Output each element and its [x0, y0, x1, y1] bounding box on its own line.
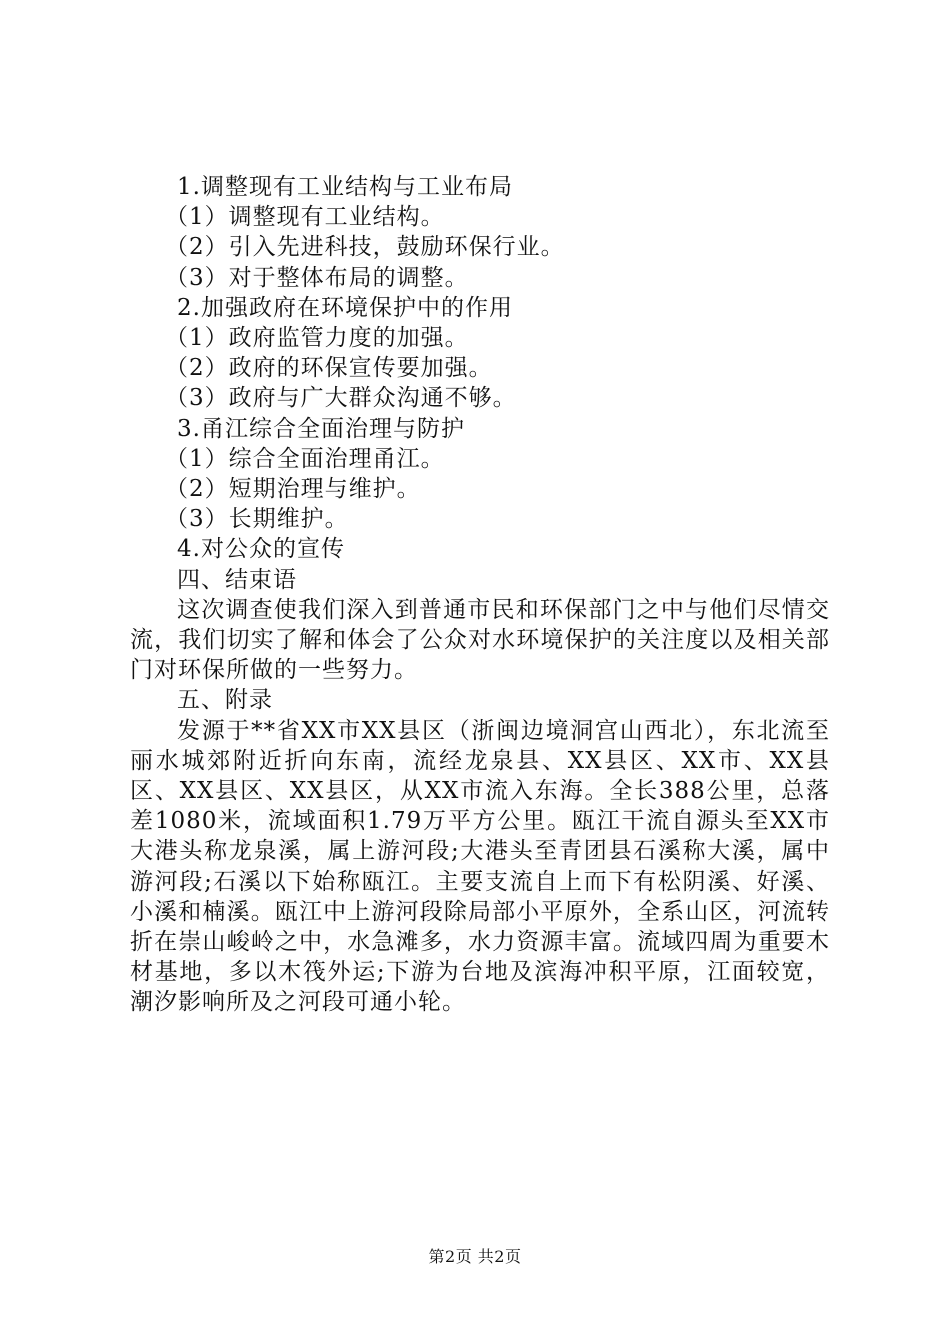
item-3-3: （3）长期维护。 [165, 506, 349, 533]
conclusion-paragraph: 这次调查使我们深入到普通市民和环保部门之中与他们尽情交流，我们切实了解和体会了公众对水环境保护的关注度以及相关部门对环保所做的一些努力。 [130, 596, 830, 684]
item-1-3: （3）对于整体布局的调整。 [165, 264, 469, 291]
appendix-heading: 五、附录 [177, 687, 273, 714]
heading-2: 2.加强政府在环境保护中的作用 [177, 294, 513, 321]
heading-1: 1.调整现有工业结构与工业布局 [177, 174, 513, 200]
appendix-paragraph: 发源于**省XX市XX县区（浙闽边境洞宫山西北），东北流至丽水城郊附近折向东南，流经龙泉县、XX县区、XX市、XX县区、XX县区、XX县区，从XX市流入东海。全长388公里，总落差1080米，流域面积1.79万平方公里。瓯江干流自源头至XX市大港头称龙泉溪，属上游河段;大港头至青团县石溪称大溪，属中游河段;石溪以下始称瓯江。主要支流自上而下有松阴溪、好溪、小溪和楠溪。瓯江中上游河段除局部小平原外，全系山区，河流转折在崇山峻岭之中，水急滩多，水力资源丰富。流域四周为重要木材基地，多以木筏外运;下游为台地及滨海冲积平原，江面较宽，潮汐影响所及之河段可通小轮。 [130, 717, 830, 1016]
item-3-1: （1）综合全面治理甬江。 [165, 445, 445, 472]
document-body [130, 172, 830, 1018]
item-1-1: （1）调整现有工业结构。 [165, 204, 445, 231]
item-2-2: （2）政府的环保宣传要加强。 [165, 355, 493, 382]
heading-4: 4.对公众的宣传 [177, 536, 345, 563]
item-1-2: （2）引入先进科技，鼓励环保行业。 [165, 234, 565, 261]
heading-3: 3.甬江综合全面治理与防护 [177, 415, 465, 442]
item-2-3: （3）政府与广大群众沟通不够。 [165, 385, 517, 412]
item-3-2: （2）短期治理与维护。 [165, 476, 421, 503]
item-2-1: （1）政府监管力度的加强。 [165, 325, 469, 352]
page-footer: 第2页 共2页 [428, 1247, 522, 1266]
conclusion-heading: 四、结束语 [177, 566, 297, 593]
